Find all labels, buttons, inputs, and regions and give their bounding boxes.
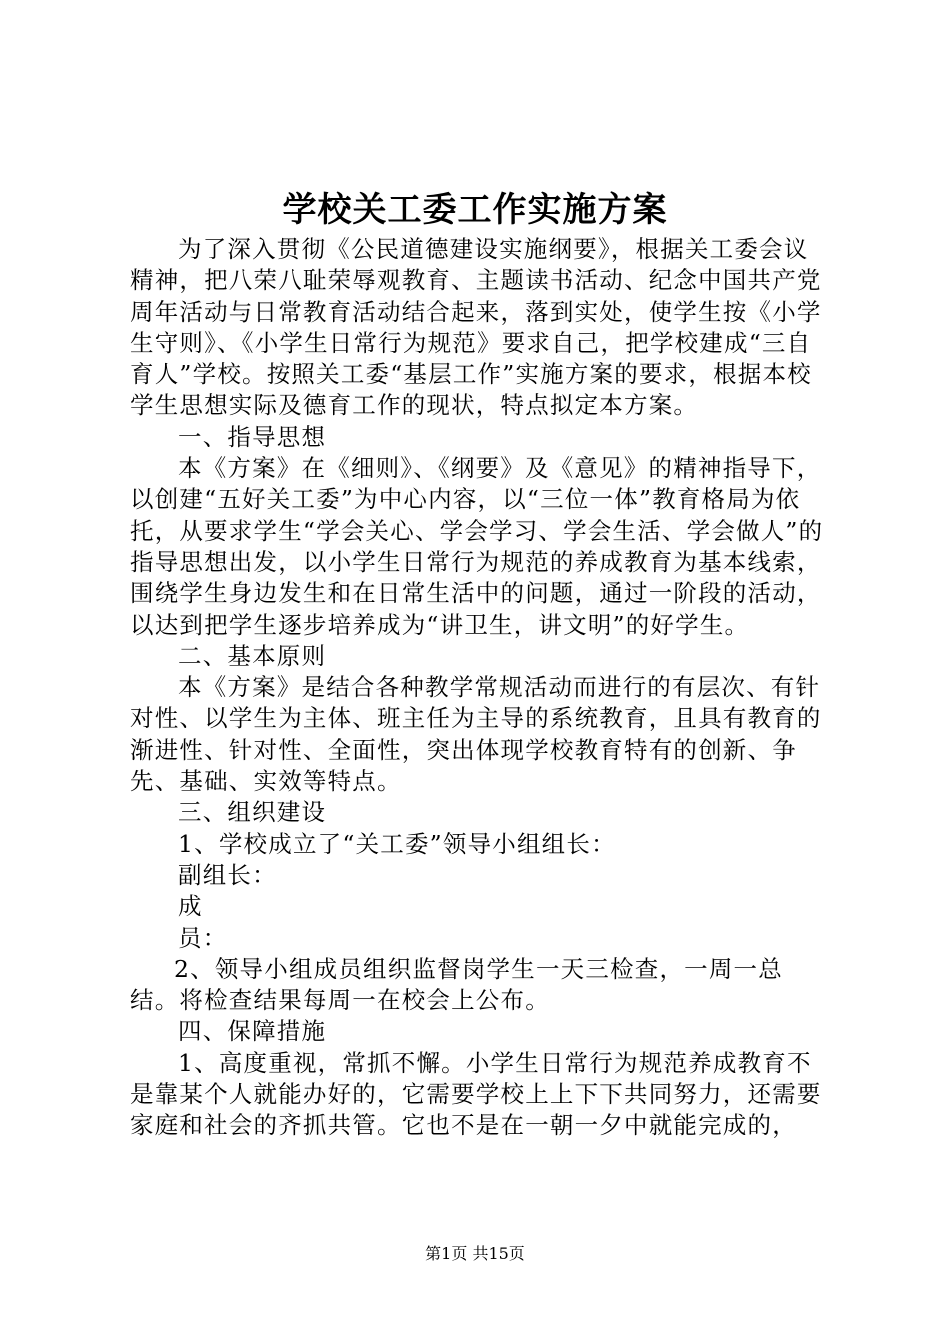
section-heading-guiding-thought: 一、指导思想 [178,422,327,451]
intro-paragraph: 为了深入贯彻《公民道德建设实施纲要》，根据关工委会议精神，把八荣八耻荣辱观教育、主题读书活动、纪念中国共产党周年活动与日常教育活动结合起来，落到实处，使学生按《小学生守则》、《小学生日常行为规范》要求自己，把学校建成“三自育人”学校。按照关工委“基层工作”实施方案的要求，根据本校学生思想实际及德育工作的现状，特点拟定本方案。 [130,235,822,420]
safeguards-item-1: 1、高度重视，常抓不懈。小学生日常行为规范养成教育不是靠某个人就能办好的，它需要学校上上下下共同努力，还需要家庭和社会的齐抓共管。它也不是在一朝一夕中就能完成的， [130,1048,822,1140]
section-heading-safeguards: 四、保障措施 [178,1017,327,1046]
section-heading-basic-principles: 二、基本原则 [178,641,327,670]
members-line-part-2: 员： [178,923,228,952]
page-number: 第1页 共15页 [425,1244,525,1263]
organization-item-2: 2、领导小组成员组织监督岗学生一天三检查，一周一总结。将检查结果每周一在校会上公布。 [130,954,783,1015]
basic-principles-paragraph: 本《方案》是结合各种教学常规活动而进行的有层次、有针对性、以学生为主体、班主任为主导的系统教育，且具有教育的渐进性、针对性、全面性，突出体现学校教育特有的创新、争先、基础、实效等特点。 [130,673,822,796]
section-heading-organization: 三、组织建设 [178,798,327,827]
organization-item-1: 1、学校成立了“关工委”领导小组组长： [178,829,616,858]
members-line-part-1: 成 [178,892,203,921]
guiding-thought-paragraph: 本《方案》在《细则》、《纲要》及《意见》的精神指导下，以创建“五好关工委”为中心内容，以“三位一体”教育格局为依托，从要求学生“学会关心、学会学习、学会生活、学会做人”的指导思想出发，以小学生日常行为规范的养成教育为基本线索，围绕学生身边发生和在日常生活中的问题，通过一阶段的活动，以达到把学生逐步培养成为“讲卫生，讲文明”的好学生。 [130,454,824,639]
document-body [130,234,830,1142]
document-title: 学校关工委工作实施方案 [282,190,668,230]
deputy-leader-line: 副组长： [178,860,277,889]
